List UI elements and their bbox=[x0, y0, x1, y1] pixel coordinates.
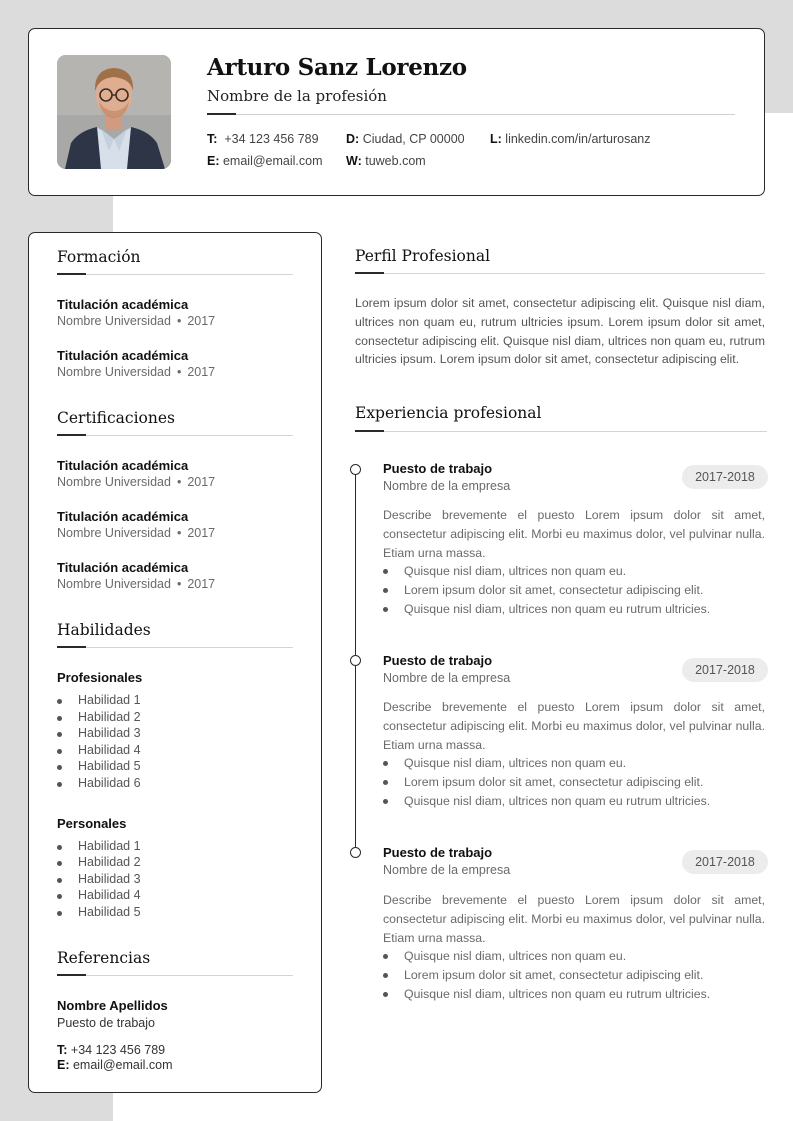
reference-email-value: email@email.com bbox=[72, 1058, 173, 1072]
contact-linkedin-label: L: bbox=[490, 132, 502, 146]
header-divider-accent bbox=[207, 113, 236, 115]
skills-personal-heading: Personales bbox=[57, 816, 127, 831]
section-divider-accent bbox=[355, 430, 384, 432]
bullet-separator: • bbox=[176, 475, 182, 489]
section-title-experiencia: Experiencia profesional bbox=[355, 404, 542, 422]
section-title-referencias: Referencias bbox=[57, 949, 151, 967]
job-bullet: Lorem ipsum dolor sit amet, consectetur adipiscing elit. bbox=[383, 581, 765, 600]
reference-role: Puesto de trabajo bbox=[57, 1016, 155, 1030]
skill-item: Habilidad 6 bbox=[57, 776, 141, 790]
contact-linkedin bbox=[490, 132, 651, 146]
certificacion-item-title: Titulación académica bbox=[57, 560, 189, 575]
profile-photo bbox=[57, 55, 171, 169]
certificacion-item-sub bbox=[57, 577, 215, 591]
formacion-item-university: Nombre Universidad bbox=[57, 365, 171, 379]
header-divider bbox=[207, 114, 735, 115]
bullet-separator: • bbox=[176, 577, 182, 591]
job-bullet: Quisque nisl diam, ultrices non quam eu. bbox=[383, 754, 765, 773]
contact-email bbox=[207, 154, 323, 168]
certificacion-item-sub bbox=[57, 526, 215, 540]
certificacion-item-university: Nombre Universidad bbox=[57, 577, 171, 591]
job-bullet: Lorem ipsum dolor sit amet, consectetur adipiscing elit. bbox=[383, 773, 765, 792]
formacion-item-title: Titulación académica bbox=[57, 297, 189, 312]
certificacion-item-sub bbox=[57, 475, 215, 489]
timeline-node bbox=[350, 847, 361, 858]
job-company: Nombre de la empresa bbox=[383, 671, 511, 685]
header-card bbox=[28, 28, 765, 196]
full-name: Arturo Sanz Lorenzo bbox=[207, 54, 467, 81]
skill-item: Habilidad 3 bbox=[57, 872, 141, 886]
skill-item: Habilidad 1 bbox=[57, 693, 141, 707]
timeline-node bbox=[350, 464, 361, 475]
skill-item: Habilidad 5 bbox=[57, 905, 141, 919]
job-title: Puesto de trabajo bbox=[383, 461, 493, 476]
job-bullet: Quisque nisl diam, ultrices non quam eu. bbox=[383, 947, 765, 966]
job-date-badge: 2017-2018 bbox=[682, 850, 768, 874]
job-company: Nombre de la empresa bbox=[383, 479, 511, 493]
reference-name: Nombre Apellidos bbox=[57, 998, 168, 1013]
section-divider bbox=[57, 435, 293, 436]
profession-title: Nombre de la profesión bbox=[207, 87, 387, 105]
skills-professional-heading: Profesionales bbox=[57, 670, 143, 685]
contact-email-value: email@email.com bbox=[222, 154, 323, 168]
skill-item: Habilidad 2 bbox=[57, 855, 141, 869]
bullet-separator: • bbox=[176, 365, 182, 379]
skill-item: Habilidad 1 bbox=[57, 839, 141, 853]
job-date-badge: 2017-2018 bbox=[682, 658, 768, 682]
reference-email-label: E: bbox=[57, 1058, 70, 1072]
section-divider-accent bbox=[57, 434, 86, 436]
contact-web bbox=[346, 154, 426, 168]
job-bullet-list bbox=[383, 754, 765, 810]
skill-item: Habilidad 2 bbox=[57, 710, 141, 724]
certificacion-item-title: Titulación académica bbox=[57, 458, 189, 473]
job-description: Describe brevemente el puesto Lorem ipsum dolor sit amet, consectetur adipiscing elit. Morbi eu maximus dolor, vel pulvinar nulla. Etiam urna massa. bbox=[383, 508, 765, 560]
person-portrait-icon bbox=[57, 55, 171, 169]
section-divider-accent bbox=[57, 646, 86, 648]
formacion-item-year: 2017 bbox=[187, 365, 216, 379]
job-bullet: Lorem ipsum dolor sit amet, consectetur adipiscing elit. bbox=[383, 966, 765, 985]
section-title-habilidades: Habilidades bbox=[57, 621, 151, 639]
section-divider-accent bbox=[57, 974, 86, 976]
job-bullet-list bbox=[383, 562, 765, 618]
reference-phone-label: T: bbox=[57, 1043, 68, 1057]
contact-phone-value: +34 123 456 789 bbox=[224, 132, 319, 146]
job-bullet: Quisque nisl diam, ultrices non quam eu rutrum ultricies. bbox=[383, 600, 765, 619]
certificacion-item-year: 2017 bbox=[187, 577, 216, 591]
section-divider bbox=[57, 647, 293, 648]
profile-summary: Lorem ipsum dolor sit amet, consectetur adipiscing elit. Quisque nisl diam, ultrices non quam eu, rutrum ultricies ipsum. Lorem ipsum dolor sit amet, consectetur adipiscing elit. Quisque nisl diam, ultrices non quam eu, rutrum ultricies ipsum. Lorem ipsum dolor sit amet, consectetur adipiscing elit. bbox=[355, 296, 765, 367]
timeline-node bbox=[350, 655, 361, 666]
section-divider-accent bbox=[57, 273, 86, 275]
contact-web-label: W: bbox=[346, 154, 362, 168]
certificacion-item-university: Nombre Universidad bbox=[57, 475, 171, 489]
job-bullet: Quisque nisl diam, ultrices non quam eu rutrum ultricies. bbox=[383, 985, 765, 1004]
skill-item: Habilidad 4 bbox=[57, 888, 141, 902]
contact-phone bbox=[207, 132, 319, 146]
job-bullet: Quisque nisl diam, ultrices non quam eu. bbox=[383, 562, 765, 581]
job-description: Describe brevemente el puesto Lorem ipsum dolor sit amet, consectetur adipiscing elit. Morbi eu maximus dolor, vel pulvinar nulla. Etiam urna massa. bbox=[383, 700, 765, 752]
formacion-item-sub bbox=[57, 365, 215, 379]
formacion-item-university: Nombre Universidad bbox=[57, 314, 171, 328]
certificacion-item-university: Nombre Universidad bbox=[57, 526, 171, 540]
section-divider-accent bbox=[355, 272, 384, 274]
section-divider bbox=[57, 274, 293, 275]
contact-web-value: tuweb.com bbox=[365, 154, 426, 168]
contact-address-label: D: bbox=[346, 132, 360, 146]
contact-email-label: E: bbox=[207, 154, 220, 168]
reference-email bbox=[57, 1058, 173, 1072]
contact-phone-label: T: bbox=[207, 132, 218, 146]
formacion-item-year: 2017 bbox=[187, 314, 216, 328]
section-divider bbox=[355, 273, 765, 274]
contact-address-value: Ciudad, CP 00000 bbox=[362, 132, 465, 146]
certificacion-item-year: 2017 bbox=[187, 526, 216, 540]
section-divider bbox=[57, 975, 293, 976]
skill-item: Habilidad 5 bbox=[57, 759, 141, 773]
formacion-item-title: Titulación académica bbox=[57, 348, 189, 363]
section-divider bbox=[355, 431, 767, 432]
section-title-certificaciones: Certificaciones bbox=[57, 409, 175, 427]
formacion-item-sub bbox=[57, 314, 215, 328]
reference-phone bbox=[57, 1043, 165, 1057]
job-company: Nombre de la empresa bbox=[383, 863, 511, 877]
job-bullet: Quisque nisl diam, ultrices non quam eu rutrum ultricies. bbox=[383, 792, 765, 811]
job-bullet-list bbox=[383, 947, 765, 1003]
job-description: Describe brevemente el puesto Lorem ipsum dolor sit amet, consectetur adipiscing elit. Morbi eu maximus dolor, vel pulvinar nulla. Etiam urna massa. bbox=[383, 893, 765, 945]
section-title-formacion: Formación bbox=[57, 248, 141, 266]
contact-linkedin-value: linkedin.com/in/arturosanz bbox=[505, 132, 651, 146]
bullet-separator: • bbox=[176, 526, 182, 540]
left-sidebar-card bbox=[28, 232, 322, 1093]
bullet-separator: • bbox=[176, 314, 182, 328]
skill-item: Habilidad 4 bbox=[57, 743, 141, 757]
job-date-badge: 2017-2018 bbox=[682, 465, 768, 489]
reference-phone-value: +34 123 456 789 bbox=[70, 1043, 166, 1057]
skill-item: Habilidad 3 bbox=[57, 726, 141, 740]
certificacion-item-year: 2017 bbox=[187, 475, 216, 489]
contact-address bbox=[346, 132, 465, 146]
section-title-perfil: Perfil Profesional bbox=[355, 247, 491, 265]
certificacion-item-title: Titulación académica bbox=[57, 509, 189, 524]
job-title: Puesto de trabajo bbox=[383, 845, 493, 860]
job-title: Puesto de trabajo bbox=[383, 653, 493, 668]
